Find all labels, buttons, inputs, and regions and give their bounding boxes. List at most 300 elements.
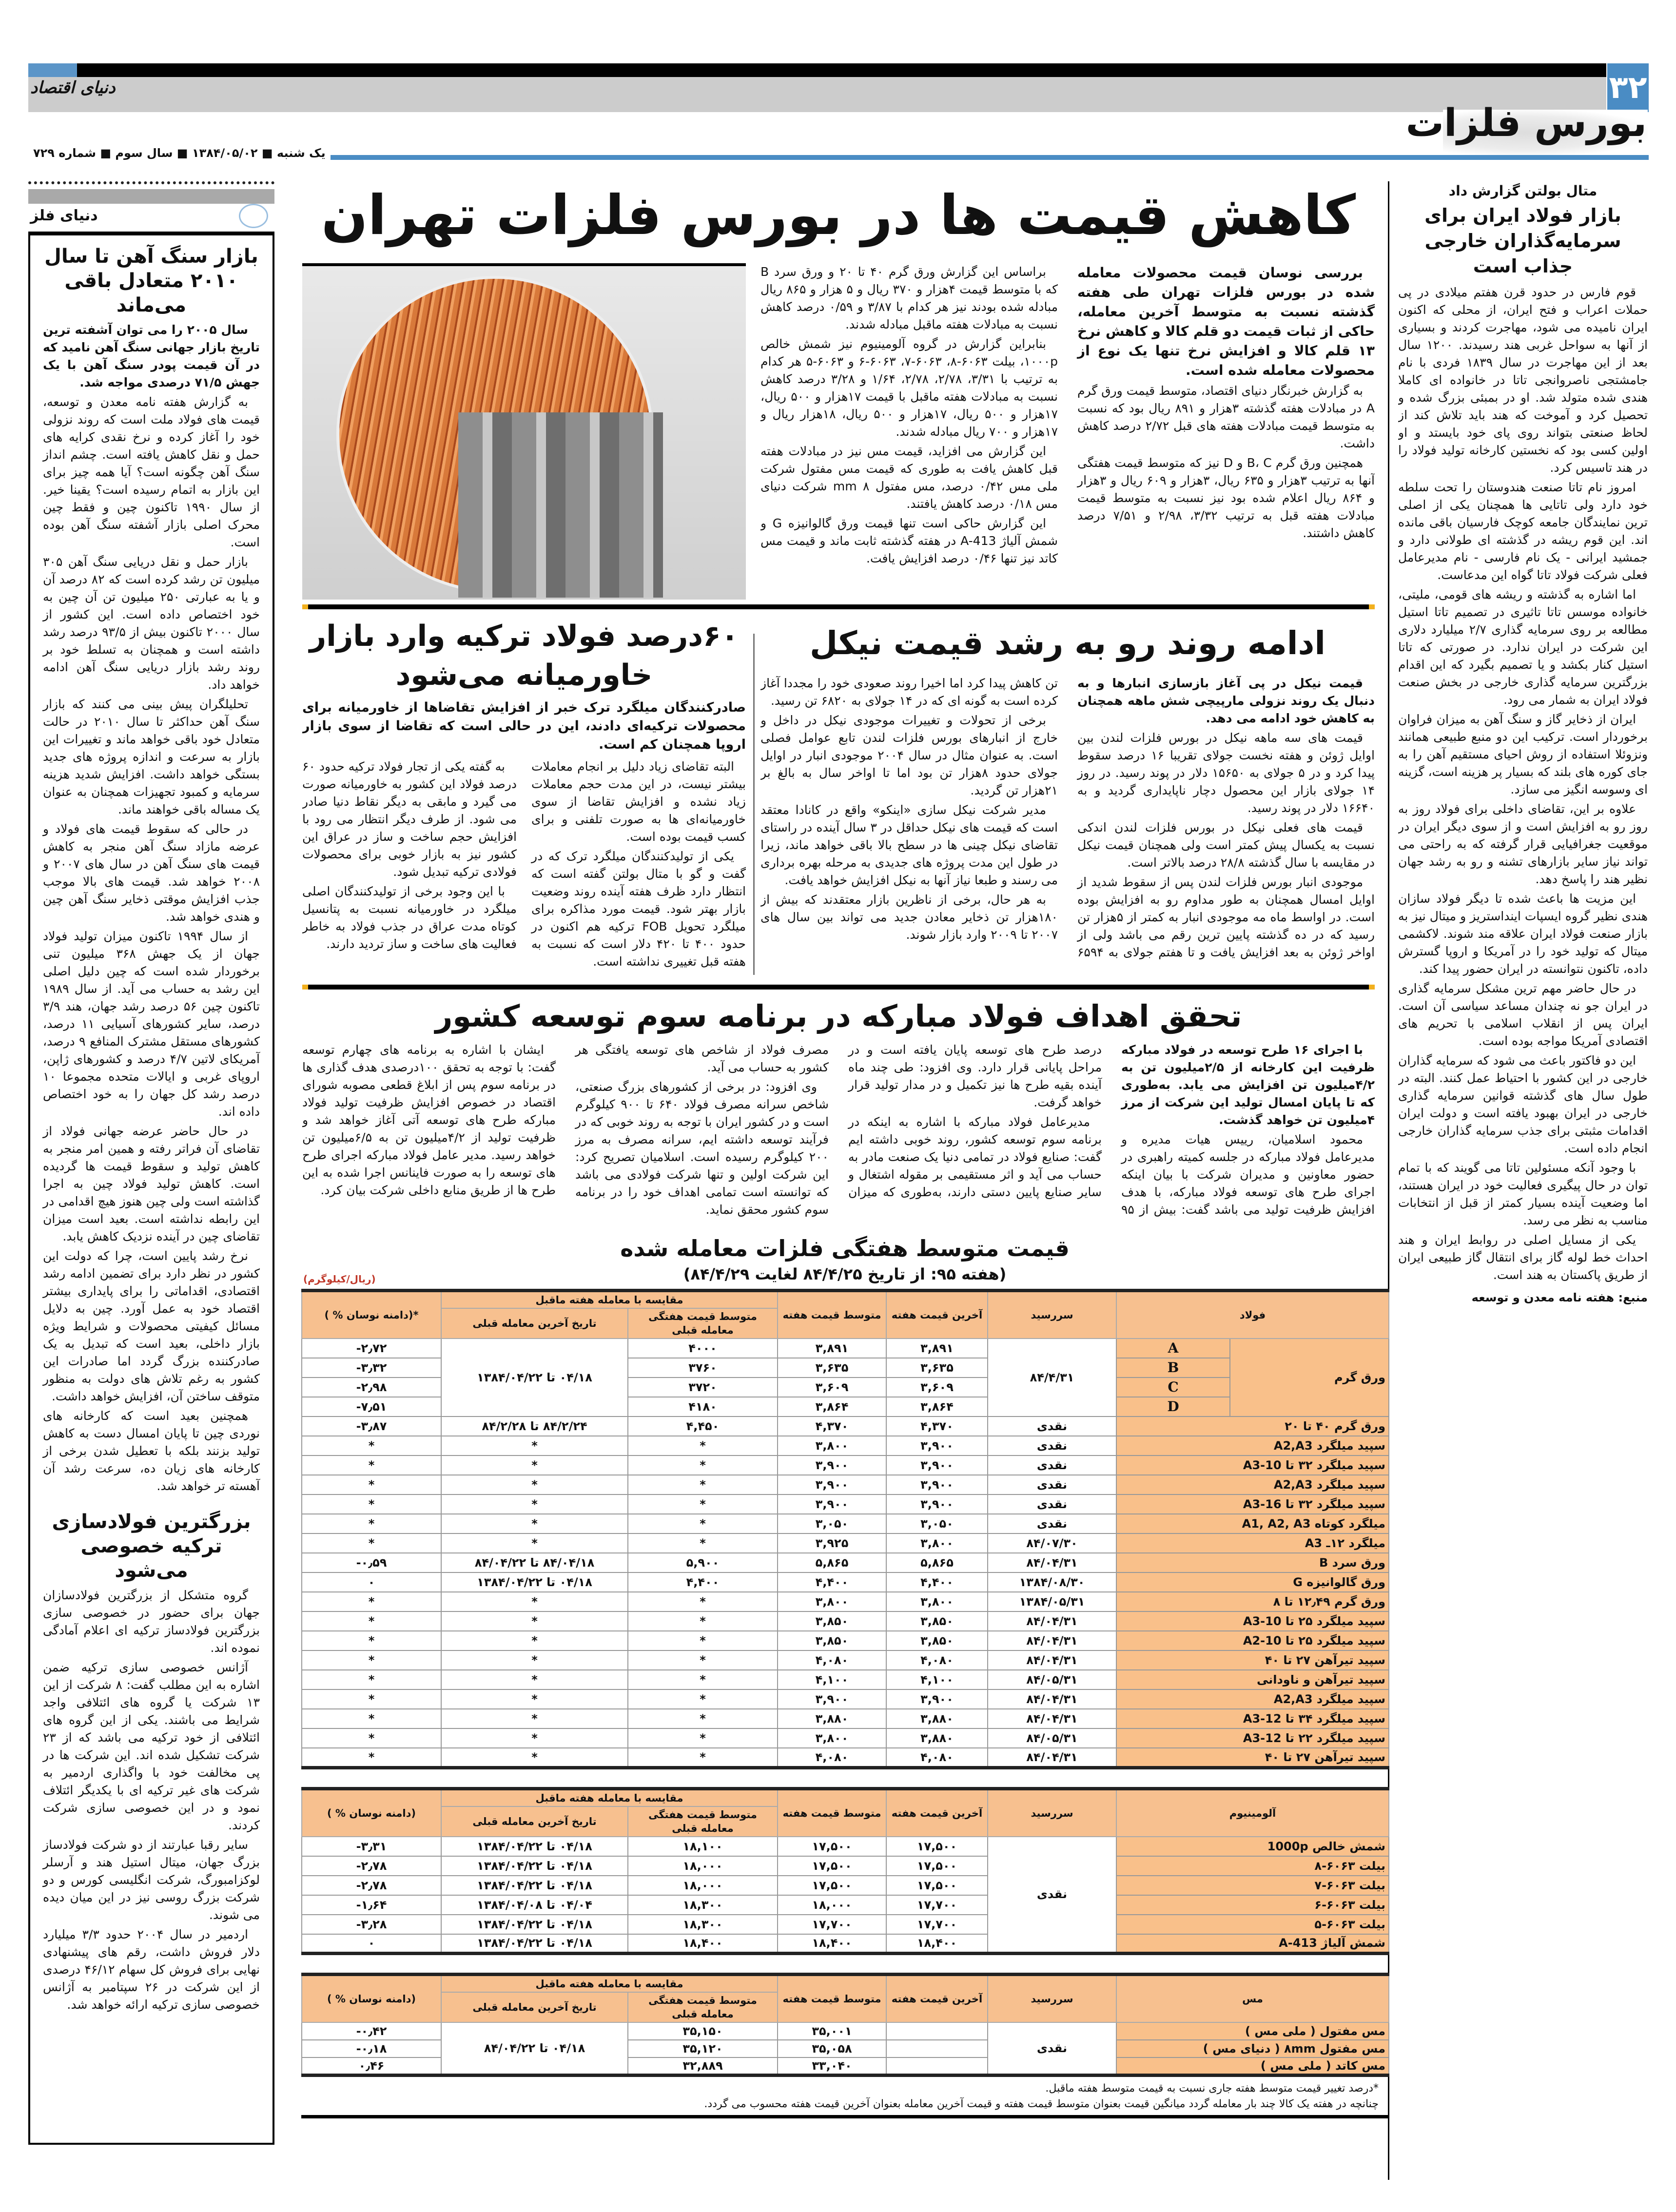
product-name: شمش آلیاژ A-413 <box>1116 1934 1389 1954</box>
steel-rails-image <box>458 412 663 598</box>
product-name: بیلت ۶۰۶۳-۶ <box>1116 1895 1389 1915</box>
average-price: ۳,۸۶۴ <box>778 1397 886 1416</box>
average-price: ۳,۹۰۰ <box>778 1494 886 1514</box>
steel-products-photo <box>302 263 746 600</box>
table-row <box>302 1856 1389 1876</box>
average-price: ۱۷,۵۰۰ <box>778 1837 886 1856</box>
product-name: مس مفتول ( ملی مس ) <box>1116 2022 1389 2040</box>
last-price: ۳,۸۹۱ <box>886 1339 988 1358</box>
paragraph: همچنین بعید است که کارخانه های نوردی چین تا پایان امسال دست به کاهش تولید بزنند بلکه با تعطیل شدن برخی از کارخانه های زیان ده، سرعت رشد آن آهسته تر خواهد شد. <box>43 1409 260 1493</box>
previous-average-price: ۵,۹۰۰ <box>628 1553 778 1572</box>
product-name: ورق گرم ۱۲٫۴۹ تا ۸ <box>1116 1592 1389 1611</box>
paragraph: آژانس خصوصی سازی ترکیه ضمن اشاره به این مطلب گفت: ۸ شرکت از این ۱۳ شرکت یا گروه های ائتلافی واجد شرایط می باشند. یکی از این گروه های ائتلافی از خود ترکیه می باشد که از ۲۳ شرکت تشکیل شده اند. این شرکت ها در پی مخالفت خود با واگذاری اردمیر به شرکت های غیر ترکیه ای با یکدیگر ائتلاف نمود و در این خصوصی سازی شرکت کردند. <box>43 1660 260 1832</box>
change-percent: -۲٫۷۸ <box>302 1876 441 1895</box>
paragraph: به گفته یکی از تجار فولاد ترکیه حدود ۶۰ درصد فولاد این کشور به خاورمیانه صورت می گیرد و مابقی به دیگر نقاط دنیا صادر می شود. از طرف دیگر انتظار می رود با افزایش حجم ساخت و ساز در عراق این کشور نیز به بازار خوبی برای محصولات فولادی ترکیه تبدیل شود. <box>302 759 517 879</box>
change-percent: -۳٫۳۲ <box>302 1358 441 1378</box>
paragraph: علاوه بر این، تقاضای داخلی برای فولاد روز به روز رو به افزایش است و از سوی دیگر ایران در موقعیت جغرافیایی قرار گرفته که به راحتی می تواند نیاز سایر بازارهای تشنه و رو به رشد جهان نظیر هند را پاسخ دهد. <box>1398 802 1648 886</box>
previous-average-price: * <box>628 1689 778 1709</box>
average-price: ۳,۹۰۰ <box>778 1689 886 1709</box>
average-price: ۱۸,۴۰۰ <box>778 1934 886 1954</box>
paragraph: همچنین ورق گرم B، C و D نیز که متوسط قیمت هفتگی آنها به ترتیب ۳هزار و ۶۳۵ ریال، ۳هزار و ۶۰۹ ریال و ۳هزار و ۸۶۴ ریال اعلام شده بود نیز نسبت به متوسط قیمت مبادلات هفته قبل به ترتیب ۳/۳۲، ۲/۹۸ و ۷/۵۱ درصد کاهش داشتند. <box>1077 456 1375 540</box>
paragraph: این دو فاکتور باعث می شود که سرمایه گذاران خارجی در این کشور با احتیاط عمل کنند. البته در طول سال های گذشته قوانین سرمایه گذاری خارجی در ایران بهبود یافته است و دولت ایران اقدامات مثبتی برای جذب سرمایه گذاران خارجی انجام داده است. <box>1398 1053 1648 1155</box>
bottom-rule <box>301 2115 1388 2118</box>
column-header-average-price: متوسط قیمت هفته <box>778 1975 886 2023</box>
previous-average-price: ۱۸,۰۰۰ <box>628 1856 778 1876</box>
table-row <box>302 1895 1389 1915</box>
previous-trade-date: * <box>441 1650 628 1670</box>
turkey-headline: ۶۰درصد فولاد ترکیه وارد بازار خاورمیانه می‌شود <box>309 619 739 692</box>
average-price: ۴,۳۷۰ <box>778 1416 886 1436</box>
turkey-article <box>302 617 746 980</box>
previous-trade-date: * <box>441 1494 628 1514</box>
average-price: ۳,۸۹۱ <box>778 1339 886 1358</box>
table-row <box>302 1572 1389 1592</box>
last-price: ۳,۸۰۰ <box>886 1533 988 1553</box>
average-price: ۴,۴۰۰ <box>778 1572 886 1592</box>
change-percent: -۳٫۲۸ <box>302 1915 441 1934</box>
column-header-average-price: متوسط قیمت هفته <box>778 1291 886 1339</box>
mobarakeh-lead: با اجرای ۱۶ طرح توسعه در فولاد مبارکه ظرفیت این کارخانه از ۲/۵میلیون تن به ۴/۲میلیون تن افزایش می یابد. به‌طوری که تا پایان امسال تولید این شرکت از مرز ۴میلیون تن خواهد گذشت. <box>1121 1043 1375 1127</box>
previous-trade-date: * <box>441 1689 628 1709</box>
footnote: چنانچه در هفته یک کالا چند بار معامله گردد میانگین قیمت بعنوان متوسط قیمت هفته و قیمت آخرین معامله بعنوان آخرین قیمت هفته محسوب می گردد. <box>704 2097 1379 2110</box>
product-name: میلگرد کوتاه A1, A2, A3 <box>1116 1514 1389 1533</box>
column-header-average-price: متوسط قیمت هفته <box>778 1788 886 1837</box>
table-row <box>302 1670 1389 1689</box>
previous-trade-date: ۰۴/۰۴ تا ۱۳۸۴/۰۴/۰۸ <box>441 1895 628 1915</box>
paragraph: تحلیلگران پیش بینی می کنند که بازار سنگ آهن حداکثر تا سال ۲۰۱۰ در حالت متعادل خود باقی خواهد ماند و تغییرات این بازار به سرعت و اندازه پروژه های جدید بستگی خواهد داشت. افزایش شدید هزینه سرمایه و کمبود تجهیزات همچنان به عنوان یک مساله باقی خواهند ماند. <box>43 697 260 816</box>
nickel-lead: قیمت نیکل در پی آغاز بازسازی انبارها و به دنبال یک روند نزولی مارپیچی شش ماهه همچنان به کاهش خود ادامه می دهد. <box>1077 676 1375 725</box>
column-divider <box>753 634 755 975</box>
turkey-privatization-body <box>43 1587 260 2014</box>
turkey-lead: صادرکنندگان میلگرد ترک خبر از افزایش تقاضاها از خاورمیانه برای محصولات ترکیه‌ای دادند، این در حالی است که تقاضا از سوی بازار اروپا همچنان کم است. <box>302 700 746 752</box>
settlement-date: ۸۴/۰۴/۳۱ <box>988 1650 1116 1670</box>
paragraph: با این وجود برخی از تولیدکنندگان اصلی میلگرد در خاورمیانه نسبت به پتانسیل کوتاه مدت عراق در جذب فولاد به خاطر فعالیت های ساخت و ساز تردید دارند. <box>302 884 517 951</box>
previous-trade-date: ۰۴/۱۸ تا ۱۳۸۴/۰۴/۲۲ <box>441 1339 628 1416</box>
tata-source: منبع: هفته نامه معدن و توسعه <box>1471 1291 1648 1304</box>
product-name: سپید میلگرد ۲۵ تا A2-10 <box>1116 1631 1389 1650</box>
product-name: سپید میلگرد ۲۲ تا A3-12 <box>1116 1728 1389 1748</box>
paragraph: امروز نام تاتا صنعت هندوستان را تحت سلطه خود دارد ولی تاتایی ها همچنان یکی از اصلی ترین نمایندگان جامعه کوچک فارسیان باقی مانده اند. این قوم ریشه در گذشته ای طولانی دارد و جمشید ایرانی - یک نام فارسی - نام مدیرعامل فعلی شرکت فولاد تاتا گواه این مدعاست. <box>1398 480 1648 582</box>
mobarakeh-article-body <box>302 1041 1375 1231</box>
previous-trade-date: * <box>441 1436 628 1455</box>
average-price: ۴,۱۰۰ <box>778 1670 886 1689</box>
settlement-date: ۸۴/۰۴/۳۱ <box>988 1631 1116 1650</box>
previous-trade-date: ۰۴/۱۸ تا ۸۴/۰۴/۲۲ <box>441 2022 628 2075</box>
average-price: ۳,۸۵۰ <box>778 1631 886 1650</box>
previous-average-price: * <box>628 1748 778 1767</box>
paragraph: در حال حاضر مهم ترین مشکل سرمایه گذاری در ایران جو نه چندان مساعد سیاسی آن است. ایران پس از انقلاب اسلامی با تحریم های اقتصادی آمریکا مواجه بوده است. <box>1398 981 1648 1048</box>
change-percent: -۰٫۱۸ <box>302 2040 441 2057</box>
change-percent: -۰٫۵۹ <box>302 1553 441 1572</box>
change-percent: ۰ <box>302 1572 441 1592</box>
column-header-product: فولاد <box>1116 1291 1389 1339</box>
last-price <box>886 2040 988 2057</box>
product-name: بیلت ۶۰۶۳-۸ <box>1116 1856 1389 1876</box>
tata-body <box>1398 284 1648 1284</box>
tata-kicker: متال بولتن گزارش داد <box>1448 183 1598 199</box>
table-row <box>302 1934 1389 1954</box>
column-header-comparison: مقایسه با معامله هفته ماقبل <box>441 1788 778 1806</box>
change-percent: ۰٫۴۶ <box>302 2057 441 2075</box>
average-price: ۵,۸۶۵ <box>778 1553 886 1572</box>
last-price: ۳,۹۰۰ <box>886 1475 988 1494</box>
price-table-title: قیمت متوسط هفتگی فلزات معامله شده <box>620 1235 1070 1261</box>
paragraph: اردمیر در سال ۲۰۰۴ حدود ۳/۳ میلیارد دلار فروش داشت، رقم های پیشنهادی نهایی برای فروش کل سهام ۴۶/۱۲ درصدی از این شرکت در ۲۶ سپتامبر به آژانس خصوصی سازی ترکیه ارائه خواهد شد. <box>43 1927 260 2012</box>
paragraph: قوم فارس در حدود قرن هفتم میلادی در پی حملات اعراب و فتح ایران، از محلی که اکنون ایران نامیده می شود، مهاجرت کردند و بسیاری از آنها به سواحل غربی هند رسیدند. ۱۲۰۰ سال بعد از این مهاجرت در سال ۱۸۳۹ فردی با نام جامشتجی ناصروانجی تاتا در خانواده ای کاملا هندی شده متولد شد. او در بمبئی بزرگ شده و تحصیل کرد و آموخت که هند باید تلاش کند از لحاظ صنعتی بتواند روی پای خود بایستد و او اولین کسی بود که نخستین کارخانه تولید فولاد را در هند تاسیس کرد. <box>1398 285 1648 475</box>
turkey-article-body <box>302 758 746 980</box>
change-percent: -۲٫۹۸ <box>302 1378 441 1397</box>
product-grade: A <box>1116 1339 1230 1358</box>
settlement-date: نقدی <box>988 1514 1116 1533</box>
table-row <box>302 1455 1389 1475</box>
previous-trade-date: * <box>441 1475 628 1494</box>
paragraph: وی افزود: در برخی از کشورهای بزرگ صنعتی، شاخص سرانه مصرف فولاد ۶۴۰ تا ۹۰۰ کیلوگرم است و در کشور ایران با توجه به روند خوبی که در فرآیند توسعه داشته ایم، سرانه مصرف به مرز ۲۰۰ کیلوگرم رسیده است. اسلامیان تصریح کرد: این شرکت اولین و تنها شرکت فولادی می باشد که توانسته است تمامی اهداف خود را در برنامه سوم کشور محقق نماید. <box>575 1080 829 1217</box>
average-price: ۳۳,۰۴۰ <box>778 2057 886 2075</box>
table-row <box>302 1339 1389 1358</box>
last-price: ۱۸,۴۰۰ <box>886 1934 988 1954</box>
change-percent: * <box>302 1670 441 1689</box>
last-price: ۳,۹۰۰ <box>886 1455 988 1475</box>
change-percent: * <box>302 1436 441 1455</box>
paragraph: یکی از مسایل اصلی در روابط ایران و هند احداث خط لوله گاز برای انتقال گاز طبیعی ایران از طریق پاکستان به هند است. <box>1398 1233 1648 1282</box>
average-price: ۳,۸۰۰ <box>778 1728 886 1748</box>
product-name: میلگرد ۱۲ـ A3 <box>1116 1533 1389 1553</box>
column-header-previous-date: تاریخ آخرین معامله قبلی <box>441 1806 628 1837</box>
column-header-change: *(دامنه نوسان % ) <box>302 1291 441 1339</box>
settlement-date: نقدی <box>988 2022 1116 2075</box>
paragraph: از سال ۱۹۹۴ تاکنون میزان تولید فولاد جهان از یک جهش ۳۶۸ میلیون تنی برخوردار شده است که چین دلیل اصلی این رشد به حساب می آید. از سال ۱۹۸۹ تاکنون چین ۵۶ درصد رشد جهان، هند ۳/۹ درصد، سایر کشورهای آسیایی ۱۱ درصد، کشورهای مستقل مشترک المنافع ۹ درصد، آمریکای لاتین ۴/۷ درصد و کشورهای ژاپن، اروپای غربی و ایالات متحده مجموعا ۱۰ درصد رشد کل جهان را به خود اختصاص داده اند. <box>43 929 260 1119</box>
table-row <box>302 1689 1389 1709</box>
previous-trade-date: * <box>441 1709 628 1728</box>
previous-average-price: * <box>628 1514 778 1533</box>
average-price: ۳۵,۰۵۸ <box>778 2040 886 2057</box>
previous-trade-date: * <box>441 1514 628 1533</box>
previous-trade-date: ۸۴/۲/۲۴ تا ۸۴/۲/۲۸ <box>441 1416 628 1436</box>
turkey-privatization-headline: بزرگترین فولادسازی ترکیه خصوصی می‌شود <box>52 1511 251 1582</box>
settlement-date: ۱۳۸۴/۰۵/۳۱ <box>988 1592 1116 1611</box>
last-price <box>886 2057 988 2075</box>
price-table-subtitle-row <box>301 1263 1388 1289</box>
previous-trade-date: * <box>441 1631 628 1650</box>
previous-average-price: * <box>628 1475 778 1494</box>
iron-ore-body <box>43 393 260 1495</box>
paragraph: در حالی که سقوط قیمت های فولاد و عرضه مازاد سنگ آهن منجر به کاهش قیمت های سنگ آهن در سال های ۲۰۰۷ و ۲۰۰۸ خواهد شد. قیمت های بالا موجب جذب افزایش موقتی ذخایر سنگ آهن چین و هندی خواهد شد. <box>43 822 260 924</box>
average-price: ۳,۸۸۰ <box>778 1709 886 1728</box>
product-name: سپید میلگرد ۳۲ تا A3-10 <box>1116 1455 1389 1475</box>
last-price: ۳,۸۸۰ <box>886 1728 988 1748</box>
table-row <box>302 1748 1389 1767</box>
last-price: ۳,۰۵۰ <box>886 1514 988 1533</box>
last-price <box>886 2022 988 2040</box>
column-header-previous-average: متوسط قیمت هفتگی معامله قبلی <box>628 1992 778 2022</box>
settlement-date: ۸۴/۰۵/۳۱ <box>988 1728 1116 1748</box>
settlement-date: نقدی <box>988 1475 1116 1494</box>
paragraph: بنابراین گزارش در گروه آلومینیوم نیز شمش خالص ۱۰۰۰p، بیلت ۶۰۶۳-۸، ۶۰۶۳-۷، ۶۰۶۳-۶ و ۶۰۶۳-۵ هر کدام به ترتیب با ۳/۳۱، ۲/۷۸، ۲/۷۸، ۱/۶۴ و ۳/۲۸ درصد کاهش نسبت به مبادلات هفته ماقبل با قیمت ۱۷هزار و ۵۰۰ ریال، ۱۷هزار و ۵۰۰ ریال، ۱۷هزار و ۵۰۰ ریال، ۱۸هزار ریال و ۱۷هزار و ۷۰۰ ریال مبادله شدند. <box>760 337 1058 439</box>
last-price: ۴,۰۸۰ <box>886 1748 988 1767</box>
paragraph: ایران از ذخایر گاز و سنگ آهن به میزان فراوان برخوردار است. ترکیب این دو منبع طبیعی همانند ونزوئلا استفاده از روش احیای مستقیم آهن را به جای کوره های بلند که بسیار پر هزینه است، گزینه ای وسوسه انگیز می سازد. <box>1398 712 1648 796</box>
last-price: ۴,۳۷۰ <box>886 1416 988 1436</box>
last-price: ۵,۸۶۵ <box>886 1553 988 1572</box>
previous-trade-date: * <box>441 1455 628 1475</box>
last-price: ۱۷,۷۰۰ <box>886 1895 988 1915</box>
last-price: ۳,۶۰۹ <box>886 1378 988 1397</box>
product-name: سپید میلگرد A2,A3 <box>1116 1689 1389 1709</box>
table-row <box>302 2022 1389 2040</box>
previous-average-price: ۱۸,۴۰۰ <box>628 1934 778 1954</box>
previous-average-price: ۴,۴۰۰ <box>628 1572 778 1592</box>
column-header-last-price: آخرین قیمت هفته <box>886 1788 988 1837</box>
previous-average-price: * <box>628 1611 778 1631</box>
table-row <box>302 1533 1389 1553</box>
section-rule <box>302 985 1375 990</box>
paragraph: ایشان با اشاره به برنامه های چهارم توسعه گفت: با توجه به تحقق ۱۰۰درصدی هدف گذاری ها در برنامه سوم پس از ابلاغ قطعی مصوبه شورای اقتصاد در خصوص افزایش ظرفیت تولید فولاد مبارکه طرح های توسعه آتی آغاز خواهد شد و ظرفیت تولید از ۴/۲میلیون تن به ۶/۵میلیون تن خواهد رسید. مدیر عامل فولاد مبارکه اجرای طرح های توسعه را به صورت فاینانس اجرا شده به این طرح ها از طریق منابع داخلی شرکت بیان کرد. <box>302 1043 556 1197</box>
change-percent: -۳٫۸۷ <box>302 1416 441 1436</box>
price-tables <box>301 1233 1388 2118</box>
change-percent: * <box>302 1709 441 1728</box>
previous-average-price: * <box>628 1650 778 1670</box>
product-grade: D <box>1116 1397 1230 1416</box>
change-percent: -۱٫۶۴ <box>302 1895 441 1915</box>
paragraph: گروه متشکل از بزرگترین فولادسازان جهان برای حضور در خصوصی سازی بزرگترین فولادساز ترکیه ای اعلام آمادگی نموده اند. <box>43 1588 260 1655</box>
previous-average-price: * <box>628 1728 778 1748</box>
paragraph: اما اشاره به گذشته و ریشه های قومی، ملیتی، خانواده موسس تاتا تاثیری در تصمیم تاتا استیل مطالعه بر روی سرمایه گذاری ۲/۷ میلیارد دلاری این شرکت در ایران ندارد. در صورتی که تاتا استیل کنار بکشد و یا تصمیم بگیرد که این اقدام بزرگترین سرمایه گذاری خارجی در بخش صنعت فولاد ایران به شمار می رود. <box>1398 587 1648 707</box>
product-name: ورق سرد B <box>1116 1553 1389 1572</box>
column-header-comparison: مقایسه با معامله هفته ماقبل <box>441 1975 778 1993</box>
settlement-date: ۸۴/۰۴/۳۱ <box>988 1709 1116 1728</box>
previous-average-price: ۳۵,۱۲۰ <box>628 2040 778 2057</box>
table-row <box>302 1728 1389 1748</box>
last-price: ۱۷,۵۰۰ <box>886 1876 988 1895</box>
last-price: ۳,۹۰۰ <box>886 1436 988 1455</box>
paragraph: این مزیت ها باعث شده تا دیگر فولاد سازان هندی نظیر گروه ایسپات اینداستریز و میتال نیز به بازار صنعت فولاد ایران علاقه مند شوند. لاکشمی میتال که تولید خود را در آمریکا و اروپا گسترش داده، تاکنون نتوانسته در ایران حضور پیدا کند. <box>1398 892 1648 976</box>
previous-trade-date: * <box>441 1670 628 1689</box>
nickel-headline: ادامه روند رو به رشد قیمت نیکل <box>810 624 1325 662</box>
change-percent: * <box>302 1514 441 1533</box>
previous-trade-date: * <box>441 1533 628 1553</box>
last-price: ۱۷,۵۰۰ <box>886 1837 988 1856</box>
average-price: ۳,۹۲۵ <box>778 1533 886 1553</box>
column-header-last-price: آخرین قیمت هفته <box>886 1291 988 1339</box>
masthead-bar <box>28 63 1606 77</box>
dateline: یک شنبه ■ ۱۳۸۴/۰۵/۰۲ ■ سال سوم ■ شماره ۷۲۹ <box>28 146 331 160</box>
previous-average-price: * <box>628 1494 778 1514</box>
main-article-lead: بررسی نوسان قیمت محصولات معامله شده در بورس فلزات تهران طی هفته گذشته نسبت به متوسط آخرین معامله، حاکی از ثبات قیمت دو قلم کالا و کاهش نرخ ۱۳ قلم کالا و افزایش نرخ تنها یک نوع از محصولات معامله شده است. <box>1077 265 1375 378</box>
product-grade: C <box>1116 1378 1230 1397</box>
change-percent: * <box>302 1592 441 1611</box>
copper-price-table <box>301 1973 1389 2077</box>
paragraph: محمود اسلامیان، رییس هیات مدیره و مدیرعامل فولاد مبارکه در جلسه کمیته راهبری در حضور معاونین و مدیران شرکت با بیان اینکه اجرای طرح های توسعه فولاد مبارکه، با هدف افزایش ظرفیت تولید می باشد گفت: بیش از ۹۵ درصد طرح های توسعه پایان یافته است و در مراحل پایانی قرار دارد. وی افزود: طی چند ماه آینده بقیه طرح ها نیز تکمیل و در مدار تولید قرار خواهد گرفت. <box>848 1043 1375 1217</box>
last-price: ۳,۸۸۰ <box>886 1709 988 1728</box>
previous-average-price: ۱۸,۳۰۰ <box>628 1895 778 1915</box>
column-header-settlement: سررسید <box>988 1291 1116 1339</box>
settlement-date: ۸۴/۰۴/۳۱ <box>988 1611 1116 1631</box>
previous-average-price: ۴۱۸۰ <box>628 1397 778 1416</box>
aluminium-price-table <box>301 1787 1389 1956</box>
column-header-previous-date: تاریخ آخرین معامله قبلی <box>441 1308 628 1339</box>
nickel-article <box>760 619 1375 980</box>
change-percent: ۰ <box>302 1934 441 1954</box>
change-percent: * <box>302 1475 441 1494</box>
previous-average-price: ۳۷۶۰ <box>628 1358 778 1378</box>
product-name: بیلت ۶۰۶۳-۷ <box>1116 1876 1389 1895</box>
average-price: ۱۷,۵۰۰ <box>778 1856 886 1876</box>
paragraph: قیمت های سه ماهه نیکل در بورس فلزات لندن بین اوایل ژوئن و هفته نخست جولای تقریبا ۱۶ درصد سقوط پیدا کرد و در ۵ جولای به ۱۵۶۵۰ دلار در پوند رسید. در روز ۱۴ جولای بازار این محصول دچار ناپایداری گردید و به ۱۶۶۴۰ دلار در پوند رسید. <box>1077 731 1375 815</box>
paragraph: با وجود آنکه مسئولین تاتا می گویند که با تمام توان در حال پیگیری فعالیت خود در ایران هستند، اما وضعیت آینده بسیار کمتر از قبل از انتخابات مناسب به نظر می رسد. <box>1398 1161 1648 1227</box>
average-price: ۳۵,۰۰۱ <box>778 2022 886 2040</box>
previous-average-price: ۴,۴۵۰ <box>628 1416 778 1436</box>
settlement-date: نقدی <box>988 1494 1116 1514</box>
previous-average-price: * <box>628 1592 778 1611</box>
previous-average-price: * <box>628 1533 778 1553</box>
change-percent: * <box>302 1728 441 1748</box>
iron-ore-article <box>43 321 260 1495</box>
mobarakeh-headline: تحقق اهداف فولاد مبارکه در برنامه سوم توسعه کشور <box>435 998 1242 1034</box>
left-column-divider <box>28 181 274 185</box>
last-price: ۴,۱۰۰ <box>886 1670 988 1689</box>
left-column-bar <box>28 189 274 204</box>
product-name: سپید تیرآهن ۲۷ تا ۴۰ <box>1116 1650 1389 1670</box>
change-percent: -۲٫۷۸ <box>302 1856 441 1876</box>
change-percent: * <box>302 1650 441 1670</box>
column-header-last-price: آخرین قیمت هفته <box>886 1975 988 2023</box>
paragraph: یکی از تولیدکنندگان میلگرد ترک که در گفت و گو با متال بولتن گفته است که انتظار دارد ظرف هفته آینده روند وضعیت بازار بهتر شود. قیمت مورد مذاکره برای میلگرد تحویل FOB ترکیه هم اکنون در حدود ۴۰۰ تا ۴۲۰ دلار است که نسبت به هفته قبل تغییری نداشته است. <box>531 849 746 969</box>
average-price: ۱۸,۰۰۰ <box>778 1895 886 1915</box>
settlement-date: نقدی <box>988 1837 1116 1954</box>
footnote: *درصد تغییر قیمت متوسط هفته جاری نسبت به قیمت متوسط هفته ماقبل. <box>1045 2082 1379 2095</box>
last-price: ۴,۰۸۰ <box>886 1650 988 1670</box>
product-name: شمش خالص 1000p <box>1116 1837 1389 1856</box>
previous-average-price: * <box>628 1436 778 1455</box>
masthead-accent <box>28 63 77 77</box>
average-price: ۳,۶۰۹ <box>778 1378 886 1397</box>
paragraph: موجودی انبار بورس فلزات لندن پس از سقوط شدید از اوایل امسال همچنان به طور مداوم رو به افزایش بوده است. در اواسط ماه مه موجودی انبار به کمتر از ۵هزار تن رسید که در ده گذشته پایین ترین رقم می باشد ولی از اواخر ژوئن به بعد افزایش یافت و تا هفتم جولای به ۶۵۹۴ تن کاهش پیدا کرد اما اخیرا روند صعودی خود را مجددا آغاز کرده است به گونه ای که در ۱۴ جولای به ۶۸۲۰ تن رسید. <box>760 676 1375 959</box>
previous-average-price: * <box>628 1709 778 1728</box>
change-percent: * <box>302 1748 441 1767</box>
average-price: ۳,۰۵۰ <box>778 1514 886 1533</box>
average-price: ۱۷,۷۰۰ <box>778 1915 886 1934</box>
previous-average-price: ۴۰۰۰ <box>628 1339 778 1358</box>
previous-trade-date: ۰۴/۱۸ تا ۱۳۸۴/۰۴/۲۲ <box>441 1915 628 1934</box>
product-name: سپید میلگرد A2,A3 <box>1116 1475 1389 1494</box>
change-percent: * <box>302 1494 441 1514</box>
settlement-date: نقدی <box>988 1455 1116 1475</box>
last-price: ۳,۹۰۰ <box>886 1689 988 1709</box>
product-name: بیلت ۶۰۶۳-۵ <box>1116 1915 1389 1934</box>
table-row <box>302 1650 1389 1670</box>
paragraph: این گزارش می افزاید، قیمت مس نیز در مبادلات هفته قبل کاهش یافت به طوری که قیمت مس مفتول شرکت ملی مس ۰/۴۲ درصد، مس مفتول ۸ mm شرکت دنیای مس ۰/۱۸ درصد کاهش یافتند. <box>760 444 1058 511</box>
paragraph: به گزارش هفته نامه معدن و توسعه، قیمت های فولاد ملت است که روند نزولی خود را آغاز کرده و نرخ نقدی کرایه های حمل و نقل کاهش یافته است. چشم انداز سنگ آهن چگونه است؟ آیا همه چیز برای این بازار به اتمام رسیده است؟ یقینا خیر. از سال ۱۹۹۰ تاکنون چین و فقط چین محرک اصلی بازار آشفته سنگ آهن بوده است. <box>43 395 260 549</box>
main-article-body <box>760 263 1375 600</box>
paragraph: بازار حمل و نقل دریایی سنگ آهن ۳۰۵ میلیون تن رشد کرده است که ۸۲ درصد آن و یا به عبارتی ۲۵۰ میلیون تن آن چین به خود اختصاص داده است. این کشور از سال ۲۰۰۰ تاکنون بیش از ۹۳/۵ درصد رشد داشته است و همچنان به تسلط خود بر روند رشد بازار دریایی سنگ آهن ادامه خواهد داد. <box>43 555 260 692</box>
last-price: ۳,۸۵۰ <box>886 1611 988 1631</box>
previous-average-price: * <box>628 1670 778 1689</box>
product-name: سپید میلگرد ۲۵ تا A3-10 <box>1116 1611 1389 1631</box>
last-price: ۳,۹۰۰ <box>886 1494 988 1514</box>
paragraph: به هر حال، برخی از ناظرین بازار معتقدند که بیش از ۱۸۰هزار تن ذخایر معادن جدید می تواند بین سال های ۲۰۰۷ تا ۲۰۰۹ وارد بازار شوند. <box>760 893 1058 942</box>
paragraph: نرخ رشد پایین است، چرا که دولت این کشور در نظر دارد برای تضمین ادامه رشد اقتصادی، اقداماتی را برای پایداری بیشتر اقتصاد خود به عمل آورد. چین به دلایل مسائل کیفیتی محصولات و شرایط ویژه بازار داخلی، بعید است که تبدیل به یک صادرکننده بزرگ گردد اما صادرات این کشور به رغم تلاش های دولت به منظور متوقف ساختن آن، افزایش خواهد داشت. <box>43 1249 260 1403</box>
right-column <box>1398 183 1648 2181</box>
paragraph: سایر رقبا عبارتند از دو شرکت فولادساز بزرگ جهان، میتال استیل هند و آرسلر لوکزامبورگ، شرکت انگلیسی کورس و دو شرکت بزرگ روسی نیز در این میان دیده می شوند. <box>43 1838 260 1922</box>
paragraph: مدیرعامل فولاد مبارکه با اشاره به اینکه در برنامه سوم توسعه کشور، روند خوبی داشته ایم گفت: صنایع فولاد در تمامی دنیا یک صنعت مادر به حساب می آید و اثر مستقیمی بر مقوله اشتغال و سایر صنایع پایین دستی دارند، به‌طوری که میزان مصرف فولاد از شاخص های توسعه یافتگی هر کشور به حساب می آید. <box>575 1043 1102 1199</box>
average-price: ۳,۸۰۰ <box>778 1436 886 1455</box>
previous-average-price: * <box>628 1455 778 1475</box>
column-header-product: مس <box>1116 1975 1389 2023</box>
table-gap <box>301 1769 1388 1787</box>
table-row <box>302 1436 1389 1455</box>
previous-trade-date: ۰۴/۱۸ تا ۱۳۸۴/۰۴/۲۲ <box>441 1856 628 1876</box>
change-percent: -۰٫۴۲ <box>302 2022 441 2040</box>
last-price: ۳,۸۵۰ <box>886 1631 988 1650</box>
steel-price-table <box>301 1289 1389 1769</box>
tata-headline: بازار فولاد ایران برای سرمایه‌گذاران خارجی جذاب است <box>1424 205 1621 277</box>
change-percent: -۲٫۷۲ <box>302 1339 441 1358</box>
table-row <box>302 1553 1389 1572</box>
previous-average-price: ۱۸,۰۰۰ <box>628 1876 778 1895</box>
previous-average-price: ۳۷۲۰ <box>628 1378 778 1397</box>
average-price: ۴,۰۸۰ <box>778 1650 886 1670</box>
table-gap <box>301 1955 1388 1973</box>
column-header-previous-average: متوسط قیمت هفتگی معامله قبلی <box>628 1806 778 1837</box>
settlement-date: ۱۳۸۴/۰۸/۳۰ <box>988 1572 1116 1592</box>
product-grade: B <box>1116 1358 1230 1378</box>
last-price: ۴,۴۰۰ <box>886 1572 988 1592</box>
last-price: ۳,۸۰۰ <box>886 1592 988 1611</box>
previous-trade-date: * <box>441 1748 628 1767</box>
table-row <box>302 1631 1389 1650</box>
column-header-settlement: سررسید <box>988 1788 1116 1837</box>
average-price: ۴,۰۸۰ <box>778 1748 886 1767</box>
globe-icon <box>239 204 268 228</box>
settlement-date: ۸۴/۰۵/۳۱ <box>988 1670 1116 1689</box>
product-name: ورق گرم <box>1230 1339 1389 1416</box>
table-row <box>302 1416 1389 1436</box>
product-name: سپید تیرآهن ۲۷ تا ۴۰ <box>1116 1748 1389 1767</box>
product-name: سپید میلگرد ۳۴ تا A3-12 <box>1116 1709 1389 1728</box>
settlement-date: ۸۴/۰۴/۳۱ <box>988 1689 1116 1709</box>
left-column-label: دنیای فلز <box>30 207 98 224</box>
average-price: ۳,۹۰۰ <box>778 1455 886 1475</box>
last-price: ۳,۸۶۴ <box>886 1397 988 1416</box>
previous-trade-date: ۸۴/۰۴/۱۸ تا ۸۴/۰۴/۲۲ <box>441 1553 628 1572</box>
table-row <box>302 1475 1389 1494</box>
column-header-settlement: سررسید <box>988 1975 1116 2023</box>
paragraph: البته تقاضای زیاد دلیل بر انجام معاملات بیشتر نیست، در این مدت حجم معاملات زیاد نشده و افزایش تقاضا از سوی خاورمیانه‌ای ها به صورت تلفنی و برای کسب قیمت بوده است. <box>531 759 746 844</box>
product-name: سپید میلگرد ۳۲ تا A3-16 <box>1116 1494 1389 1514</box>
previous-trade-date: ۰۴/۱۸ تا ۱۳۸۴/۰۴/۲۲ <box>441 1876 628 1895</box>
section-rule <box>302 604 1375 609</box>
table-row <box>302 1915 1389 1934</box>
iron-ore-headline: بازار سنگ آهن تا سال ۲۰۱۰ متعادل باقی می‌ماند <box>44 245 258 316</box>
settlement-date: نقدی <box>988 1416 1116 1436</box>
previous-trade-date: * <box>441 1611 628 1631</box>
last-price: ۱۷,۷۰۰ <box>886 1915 988 1934</box>
change-percent: * <box>302 1455 441 1475</box>
column-header-previous-average: متوسط قیمت هفتگی معامله قبلی <box>628 1308 778 1339</box>
average-price: ۳,۶۳۵ <box>778 1358 886 1378</box>
price-unit-label: (ریال/کیلوگرم) <box>303 1273 376 1285</box>
average-price: ۱۷,۵۰۰ <box>778 1876 886 1895</box>
column-header-change: (دامنه نوسان % ) <box>302 1975 441 2023</box>
left-column-box <box>28 232 274 2145</box>
newspaper-logo: دنیای اقتصاد <box>30 78 116 97</box>
table-row <box>302 1592 1389 1611</box>
iron-ore-lead: سال ۲۰۰۵ را می توان آشفته ترین تاریخ بازار جهانی سنگ آهن نامید که در آن قیمت پودر سنگ آهن با یک جهش ۷۱/۵ درصدی مواجه شد. <box>43 323 260 389</box>
settlement-date: نقدی <box>988 1436 1116 1455</box>
column-header-product: آلومینیوم <box>1116 1788 1389 1837</box>
product-name: ورق گرم ۴۰ تا ۲۰ <box>1116 1416 1389 1436</box>
table-row <box>302 1514 1389 1533</box>
previous-trade-date: ۰۴/۱۸ تا ۱۳۸۴/۰۴/۲۲ <box>441 1837 628 1856</box>
